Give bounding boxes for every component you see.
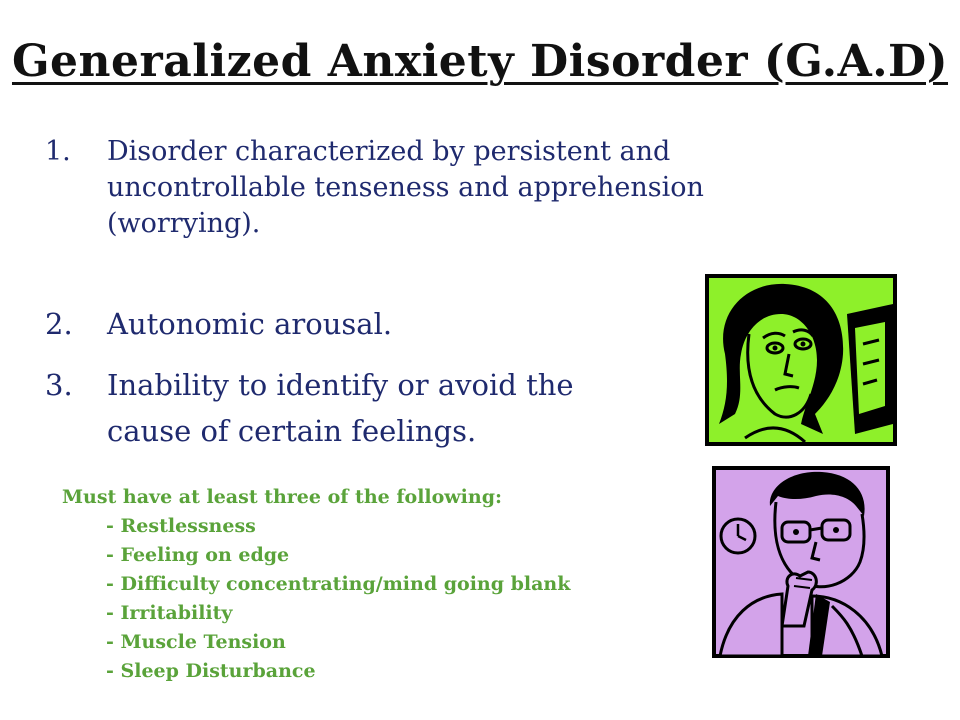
criteria-heading: Must have at least three of the following: [62,486,502,508]
worried-man-clock-clipart-icon [712,466,890,658]
point-text: Inability to identify or avoid the cause of certain feelings. [107,368,574,448]
symptom-item: - Feeling on edge [106,544,290,566]
point-number: 1. [45,136,71,167]
point-number: 3. [45,368,73,402]
symptom-item: - Restlessness [106,515,256,537]
point-text: Disorder characterized by persistent and uncontrollable tenseness and apprehension (worrying). [107,136,704,239]
anxious-woman-computer-clipart-icon [705,274,897,446]
point-text: Autonomic arousal. [107,307,393,341]
symptom-item: - Difficulty concentrating/mind going blank [106,573,571,595]
symptom-item: - Irritability [106,602,233,624]
symptom-item: - Muscle Tension [106,631,286,653]
slide-title: Generalized Anxiety Disorder (G.A.D) [11,36,949,87]
symptom-item: - Sleep Disturbance [106,660,316,682]
point-1 [45,134,725,244]
point-number: 2. [45,307,73,341]
criteria-list [62,483,662,686]
